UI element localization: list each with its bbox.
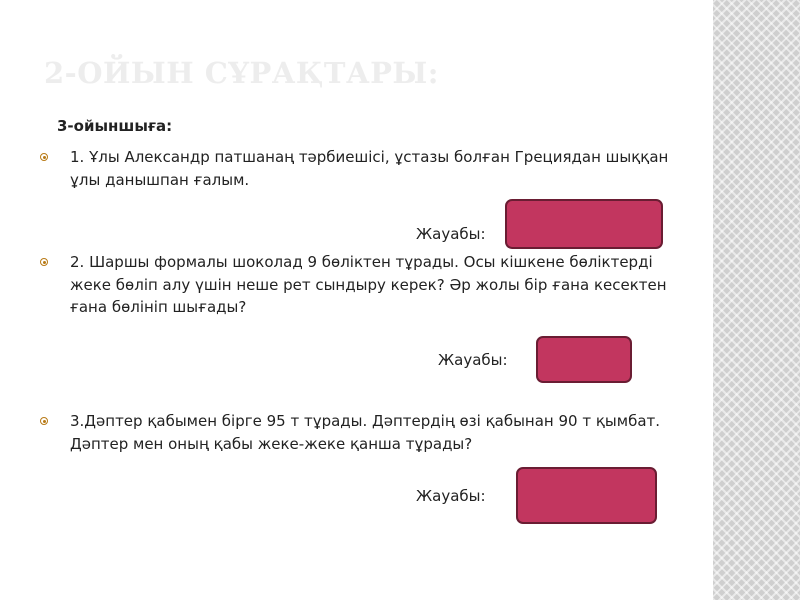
bullet-icon [40,153,50,163]
question-2-text: 2. Шаршы формалы шоколад 9 бөліктен тұрады. Осы кішкене бөліктерді жеке бөліп алу үшін неше рет сындыру керек? Әр жолы бір ғана кесектен ғана бөлініп шығады? [70,253,667,316]
answer-2-box[interactable] [536,336,632,383]
slide-title: 2-ОЙЫН СҰРАҚТАРЫ: [44,56,439,90]
decorative-side-stripe [713,0,800,600]
answer-2-label: Жауабы: [438,351,508,369]
slide-subtitle: 3-ойыншыға: [57,117,173,135]
answer-1-label: Жауабы: [416,225,486,243]
question-3-text: 3.Дәптер қабымен бірге 95 т тұрады. Дәптердің өзі қабынан 90 т қымбат. Дәптер мен оның қабы жеке-жеке қанша тұрады? [70,412,661,453]
bullet-icon [40,258,50,268]
answer-3-label: Жауабы: [416,487,486,505]
question-1-text: 1. Ұлы Александр патшанаң тәрбиешісі, ұстазы болған Грециядан шыққан ұлы данышпан ғалым. [70,148,669,189]
bullet-icon [40,417,50,427]
answer-1-box[interactable] [505,199,663,249]
answer-3-box[interactable] [516,467,657,524]
